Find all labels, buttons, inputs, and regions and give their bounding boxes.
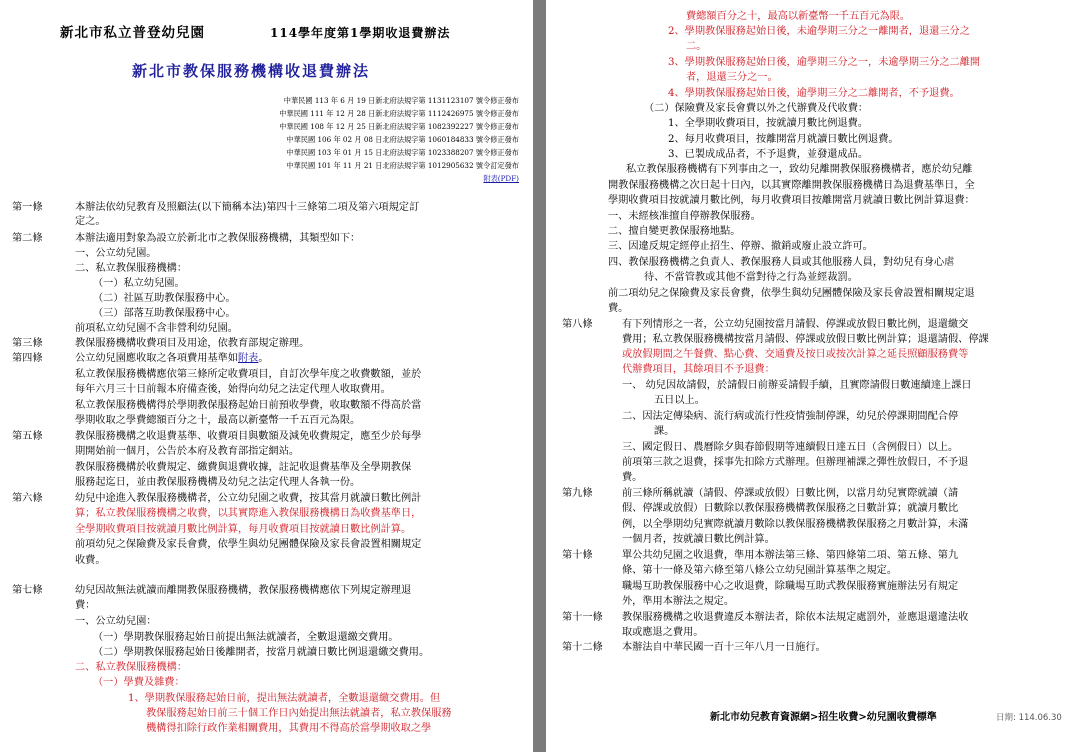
text-line: 二、私立教保服務機構： [75, 263, 188, 274]
document-page-left [0, 0, 533, 752]
text-line: 五日以上。 [654, 395, 705, 406]
article-2-label: 第二條 [12, 233, 43, 244]
footer-date: 日期: 114.06.30 [996, 713, 1062, 723]
text-line: 費： [75, 600, 96, 611]
text-line: 本辦法自中華民國一百十三年八月一日施行。 [622, 642, 826, 653]
text-line: 三、國定假日、農曆除夕與春節假期等連續假日達五日（含例假日）以上。 [622, 442, 959, 453]
article-8-label: 第八條 [562, 319, 593, 330]
text-line: 待、不當管教或其他不當對待之行為並經裁罰。 [644, 272, 858, 283]
text-line: 教保服務機構之收退費違反本辦法者，除依本法規定處罰外，並應退還違法收 [622, 612, 969, 623]
school-name: 新北市私立普登幼兒園 [60, 25, 205, 41]
text-line: 教保服務機構收費項目及用途，依教育部規定辦理。 [75, 338, 310, 349]
text-line: 有下列情形之一者，公立幼兒園按當月請假、停課或放假日數比例，退還繳交 [622, 319, 969, 330]
text-line: 開教保服務機構之次日起十日內，以其實際離開教保服務機構日為退費基準日，全 [608, 180, 975, 191]
article-3-label: 第三條 [12, 338, 43, 349]
text-segment: 。 [258, 353, 269, 364]
text-line: 二。 [686, 41, 707, 52]
text-line: 條、第十一條及第六條至第八條公立幼兒園計算基準之規定。 [622, 565, 898, 576]
text-line: 一個月者，按就讀日數比例計算。 [622, 534, 775, 545]
article-6-label: 第六條 [12, 493, 43, 504]
text-line: 全學期收費項目按就讀月數比例計算，每月收費項目按就讀日數比例計算。 [75, 524, 412, 535]
article-7-label: 第七條 [12, 585, 43, 596]
text-line: 教保服務機構之收退費基準、收費項目與數額及減免收費規定，應至少於每學 [75, 431, 422, 442]
text-line: 期開始前一個月，公告於本府及教育部指定網站。 [75, 446, 300, 457]
text-line: 定之。 [75, 216, 106, 227]
text-line: 收費。 [75, 555, 106, 566]
text-line: 本辦法適用對象為設立於新北市之教保服務機構，其類型如下： [75, 233, 361, 244]
text-line: 四、教保服務機構之負責人、教保服務人員或其他服務人員，對幼兒有身心虐 [608, 257, 955, 268]
text-line: 學期收取之學費總額百分之十，最高以新臺幣一千五百元為限。 [75, 415, 361, 426]
text-line: （二）保險費及家長會費以外之代辦費及代收費： [644, 103, 869, 114]
attachment-pdf-link[interactable]: 附表(PDF) [483, 174, 519, 183]
text-line: 費總額百分之十，最高以新臺幣一千五百元為限。 [686, 11, 911, 22]
text-line: 3、學期教保服務起始日後，逾學期三分之一，未逾學期三分之二離開 [668, 57, 981, 68]
text-line: 1、全學期收費項目，按就讀月數比例退費。 [668, 118, 869, 129]
text-line: 外，準用本辦法之規定。 [622, 596, 735, 607]
text-line: 機構得扣除行政作業相關費用，其費用不得高於當學期收取之學 [146, 723, 432, 734]
text-line: 課。 [654, 426, 675, 437]
text-line: 費用；私立教保服務機構按當月請假、停課或放假日數比例計算；退還請假、停課 [622, 334, 989, 345]
text-line: 二、因法定傳染病、流行病或流行性疫情強制停課，幼兒於停課期間配合停 [622, 411, 959, 422]
article-10-label: 第十條 [562, 550, 593, 561]
text-line: 服務起迄日，並由教保服務機構及幼兒之法定代理人各執一份。 [75, 477, 361, 488]
text-line: 費。 [622, 472, 643, 483]
revision-line: 中華民國 103 年 01 月 15 日北府法規字第 1023388207 號令修正發布 [286, 148, 519, 157]
text-line: 幼兒中途進入教保服務機構者，公立幼兒園之收費，按其當月就讀日數比例計 [75, 493, 422, 504]
text-line: 二、私立教保服務機構： [75, 662, 188, 673]
article-9-label: 第九條 [562, 488, 593, 499]
text-line: 3、已製成成品者，不予退費，並發還成品。 [668, 149, 869, 160]
fee-table-link[interactable]: 附表 [238, 353, 259, 364]
revision-line: 中華民國 106 年 02 月 08 日北府法規字第 1060184833 號令修正發布 [286, 135, 519, 144]
article-11-label: 第十一條 [562, 612, 603, 623]
regulation-title: 新北市教保服務機構收退費辦法 [132, 62, 371, 80]
text-segment: 公立幼兒園應收取之各項費用基準如 [75, 353, 238, 364]
document-page-right [546, 0, 1079, 752]
text-line: 幼兒因故無法就讀而離開教保服務機構，教保服務機構應依下列規定辦理退 [75, 585, 412, 596]
text-line: 私立教保服務機構有下列事由之一，致幼兒離開教保服務機構者，應於幼兒離 [626, 164, 973, 175]
text-line: 每年六月三十日前報本府備查後，始得向幼兒之法定代理人收取費用。 [75, 384, 391, 395]
term-title: 114學年度第1學期收退費辦法 [270, 26, 451, 40]
text-line: （三）部落互助教保服務中心。 [93, 308, 236, 319]
text-line: 本辦法依幼兒教育及照顧法(以下簡稱本法)第四十三條第二項及第六項規定訂 [75, 202, 420, 213]
text-line: 者，退還三分之一。 [686, 72, 778, 83]
text-line: 2、學期教保服務起始日後，未逾學期三分之一離開者，退還三分之 [668, 26, 970, 37]
text-line: 取或應退之費用。 [622, 627, 704, 638]
revision-line: 中華民國 108 年 12 月 25 日新北府法規字第 1082392227 號令修正發布 [279, 122, 519, 131]
page-gap [533, 0, 546, 752]
article-12-label: 第十二條 [562, 642, 603, 653]
text-line: 教保服務起始日前三十個工作日內始提出無法就讀者，私立教保服務 [146, 708, 452, 719]
text-line: （一）私立幼兒園。 [93, 278, 185, 289]
text-line [75, 352, 269, 366]
text-line: 單公共幼兒園之收退費，準用本辦法第三條、第四條第二項、第五條、第九 [622, 550, 959, 561]
text-line: 算；私立教保服務機構之收費，以其實際進入教保服務機構日為收費基準日， [75, 508, 422, 519]
text-line: 一、公立幼兒園。 [75, 248, 157, 259]
revision-line: 中華民國 101 年 11 月 21 日北府法規字第 1012905632 號令訂定發布 [286, 161, 519, 170]
text-line: 一、 幼兒因故請假，於請假日前辦妥請假手續，且實際請假日數連續達上課日 [622, 380, 972, 391]
text-line: 前二項幼兒之保險費及家長會費，依學生與幼兒團體保險及家長會設置相關規定退 [608, 288, 975, 299]
footer-breadcrumb[interactable]: 新北市幼兒教育資源網>招生收費>幼兒園收費標準 [710, 712, 937, 723]
text-line: （二）社區互助教保服務中心。 [93, 293, 236, 304]
text-line: 例，以全學期幼兒實際就讀月數除以教保服務機構教保服務之月數計算，未滿 [622, 519, 969, 530]
text-line: 職場互助教保服務中心之收退費，除職場互助式教保服務實施辦法另有規定 [622, 581, 959, 592]
text-line: 前三條所稱就讀（請假、停課或放假）日數比例，以當月幼兒實際就讀（請 [622, 488, 959, 499]
text-line: 私立教保服務機構應依第三條所定收費項目，自訂次學年度之收費數額，並於 [75, 369, 422, 380]
text-line: （二）學期教保服務起始日後離開者，按當月就讀日數比例退還繳交費用。 [93, 647, 430, 658]
text-line: 三、因違反規定經停止招生、停辦、撤銷或廢止設立許可。 [608, 241, 873, 252]
text-line: 二、擅自變更教保服務地點。 [608, 226, 741, 237]
text-line: 費。 [608, 303, 629, 314]
text-line: 4、學期教保服務起始日後，逾學期三分之二離開者，不予退費。 [668, 88, 960, 99]
text-line: 教保服務機構於收費規定、繳費與退費收據，註記收退費基準及全學期教保 [75, 462, 412, 473]
text-line: 私立教保服務機構得於學期教保服務起始日前預收學費，收取數額不得高於當 [75, 400, 422, 411]
text-line: 假、停課或放假）日數除以教保服務機構教保服務之日數計算；就讀月數比 [622, 503, 959, 514]
text-line: 或放假期間之午餐費、點心費、交通費及按日或按次計算之延長照顧服務費等 [622, 349, 969, 360]
revision-line: 中華民國 113 年 6 月 19 日新北府法規字第 1131123107 號令修正發布 [283, 96, 519, 105]
text-line: （一）學費及雜費： [93, 677, 185, 688]
article-4-label: 第四條 [12, 353, 43, 364]
text-line: 代辦費項目，其餘項目不予退費： [622, 364, 775, 375]
text-line: 前項第三款之退費，採事先扣除方式辦理。但辦理補課之彈性放假日，不予退 [622, 457, 969, 468]
text-line: 2、每月收費項目，按離開當月就讀日數比例退費。 [668, 134, 899, 145]
text-line: 1、學期教保服務起始日前，提出無法就讀者，全數退還繳交費用。但 [128, 693, 441, 704]
text-line: 前項私立幼兒園不含非營利幼兒園。 [75, 323, 238, 334]
text-line: 一、公立幼兒園： [75, 616, 157, 627]
article-5-label: 第五條 [12, 431, 43, 442]
revision-line: 中華民國 111 年 12 月 28 日新北府法規字第 1112426975 號令修正發布 [279, 109, 519, 118]
article-1-label: 第一條 [12, 202, 43, 213]
text-line: （一）學期教保服務起始日前提出無法就讀者，全數退還繳交費用。 [93, 632, 399, 643]
text-line: 前項幼兒之保險費及家長會費，依學生與幼兒團體保險及家長會設置相關規定 [75, 539, 422, 550]
text-line: 一、未經核准擅自停辦教保服務。 [608, 211, 761, 222]
text-line: 學期收費項目按就讀月數比例，每月收費項目按離開當月就讀日數比例計算退費： [608, 195, 975, 206]
